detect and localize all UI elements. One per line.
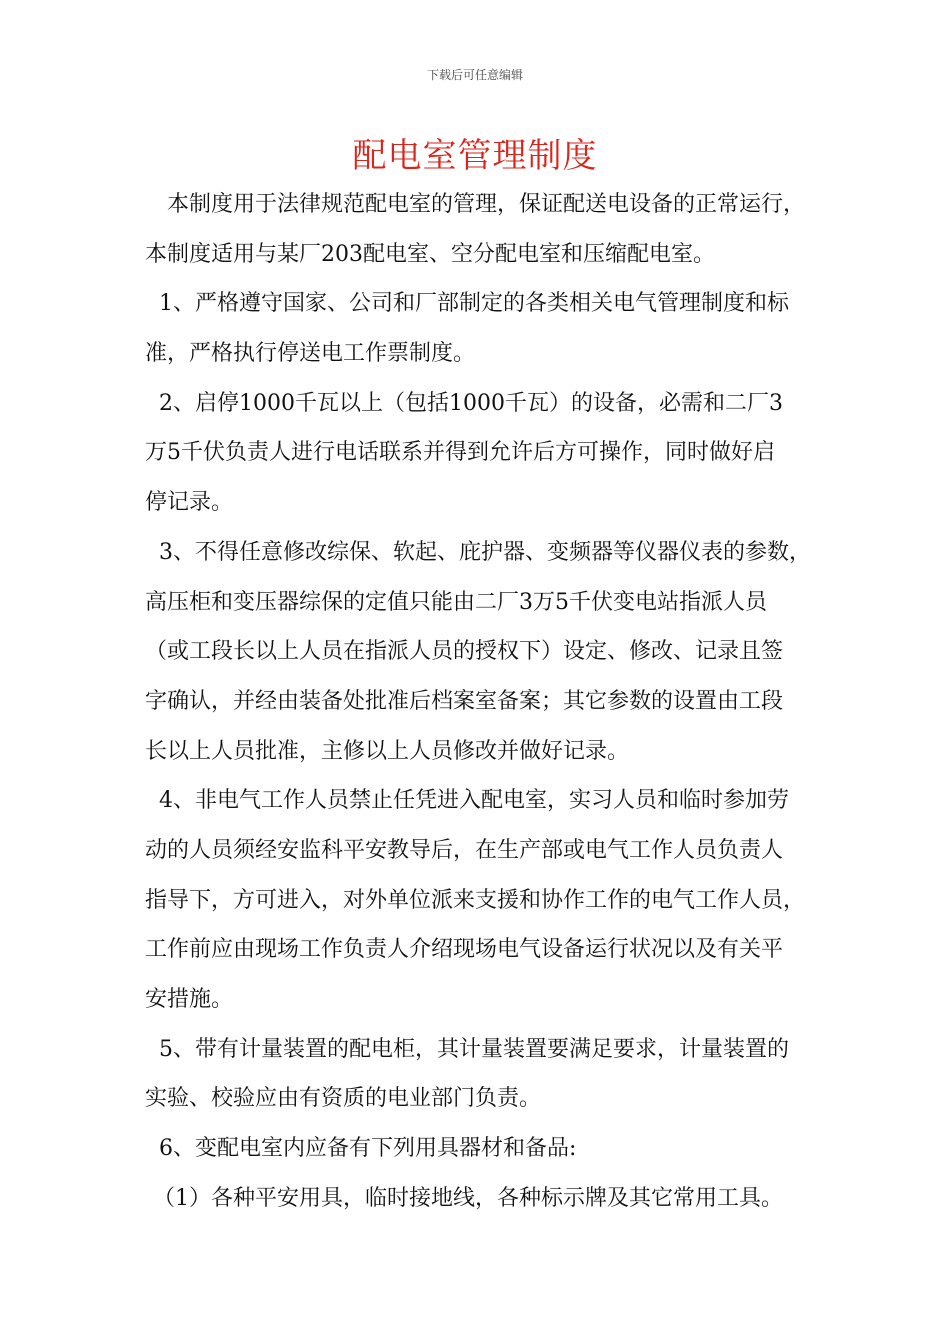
body-line: 2、启停1000千瓦以上（包括1000千瓦）的设备，必需和二厂3: [159, 390, 783, 416]
body-line: 本制度用于法律规范配电室的管理，保证配送电设备的正常运行，: [167, 192, 806, 217]
body-line: 指导下，方可进入，对外单位派来支援和协作工作的电气工作人员，: [145, 887, 806, 913]
body-line: 1、严格遵守国家、公司和厂部制定的各类相关电气管理制度和标: [159, 291, 789, 317]
body-line: 工作前应由现场工作负责人介绍现场电气设备运行状况以及有关平: [145, 937, 784, 963]
body-line: 字确认，并经由装备处批准后档案室备案；其它参数的设置由工段: [145, 688, 784, 714]
document-title: 配电室管理制度: [352, 136, 598, 176]
body-line: 万5千伏负责人进行电话联系并得到允许后方可操作，同时做好启: [145, 440, 775, 466]
document-body: [145, 180, 825, 1223]
page-header: 下载后可任意编辑: [426, 68, 523, 82]
body-line: 停记录。: [145, 490, 234, 516]
body-line: 高压柜和变压器综保的定值只能由二厂3万5千伏变电站指派人员: [145, 589, 767, 615]
body-line: （1）各种平安用具，临时接地线，各种标示牌及其它常用工具。: [153, 1185, 783, 1211]
body-line: 本制度适用与某厂203配电室、空分配电室和压缩配电室。: [145, 241, 715, 267]
body-line: 5、带有计量装置的配电柜，其计量装置要满足要求，计量装置的: [159, 1036, 789, 1062]
body-line: 3、不得任意修改综保、软起、庇护器、变频器等仪器仪表的参数，: [159, 539, 811, 565]
body-line: 实验、校验应由有资质的电业部门负责。: [145, 1086, 542, 1112]
body-line: 动的人员须经安监科平安教导后，在生产部或电气工作人员负责人: [145, 837, 784, 863]
body-line: 4、非电气工作人员禁止任凭进入配电室，实习人员和临时参加劳: [159, 788, 789, 814]
body-line: 6、变配电室内应备有下列用具器材和备品:: [159, 1136, 577, 1162]
body-line: 长以上人员批准，主修以上人员修改并做好记录。: [145, 738, 630, 764]
body-line: （或工段长以上人员在指派人员的授权下）设定、修改、记录且签: [145, 639, 784, 665]
body-line: 准，严格执行停送电工作票制度。: [145, 341, 476, 367]
body-line: 安措施。: [145, 987, 234, 1012]
